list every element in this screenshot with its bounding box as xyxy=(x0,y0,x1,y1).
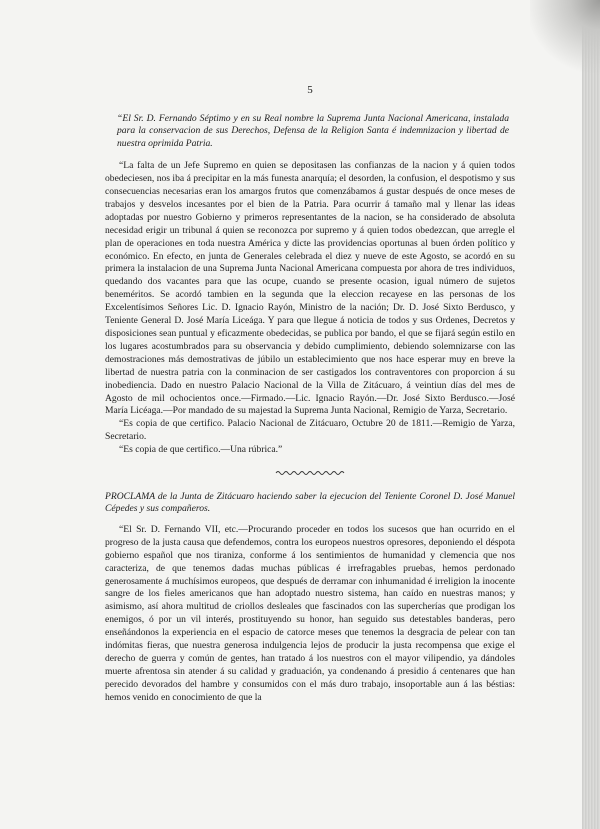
decree-title: “El Sr. D. Fernando Séptimo y en su Real nombre la Suprema Junta Nacional Americana, instalada para la conservacion de sus Derechos, Defensa de la Religion Santa é indemnizacion y libertad de nuestra oprimida Patria. xyxy=(117,113,509,149)
scan-edge-shadow xyxy=(582,0,600,829)
scan-corner-shadow xyxy=(530,0,600,110)
proclama-title: PROCLAMA de la Junta de Zitácuaro haciendo saber la ejecucion del Teniente Coronel D. José Manuel Cépedes y sus compañeros. xyxy=(105,491,515,515)
document-page xyxy=(105,84,515,705)
proclama-body: “El Sr. D. Fernando VII, etc.—Procurando proceder en todos los sucesos que han ocurrido en el progreso de la justa causa que defendemos, contra los europeos nuestros opresores, deponiendo el déspota gobierno español que nos tiraniza, conforme á los sentimientos de humanidad y clemencia que nos caracteriza, de que tenemos dadas muchas públicas é irrefragables pruebas, hemos perdonado generosamente á muchísimos europeos, que después de derramar con inhumanidad é irreligion la inocente sangre de los fieles americanos que han adoptado nuestro sistema, han caído en nuestras manos; y asimismo, así ahora multitud de criollos desleales que fascinados con las supercherías que prodigan los enemigos, ó por un vil interés, prostituyendo su honor, han seguido sus detestables banderas, pero enseñándonos la experiencia en el espacio de catorce meses que tenemos la desgracia de pelear con tan indómitas fieras, que nuestra generosa indulgencia lejos de producir la justa recompensa que exige el derecho de guerra y común de gentes, han tratado á los nuestros con el mayor vilipendio, ya dándoles muerte afrentosa sin atender á su calidad y graduación, ya condenando á presidio á centenares que han perecido devorados del hambre y consumidos con el más duro trabajo, insoportable aun á las béstias: hemos venido en conocimiento de que la xyxy=(105,523,515,703)
decree-certification-1: “Es copia de que certifico. Palacio Nacional de Zitácuaro, Octubre 20 de 1811.—Remigio de Yarza, Secretario. xyxy=(105,418,515,443)
decree-body: “La falta de un Jefe Supremo en quien se depositasen las confianzas de la nacion y á quien todos obedeciesen, nos iba á precipitar en la más funesta anarquía; el desorden, la confusion, el despotismo y sus consecuencias necesarias eran los amargos frutos que comenzábamos á gustar después de once meses de trabajos y desvelos incesantes por el bien de la Patria. Para ocurrir á tamaño mal y llenar las ideas adoptadas por nuestro Gobierno y primeros representantes de la nacion, se ha considerado de absoluta necesidad erigir un tribunal á quien se reconozca por supremo y á quien todos obedezcan, que arregle el plan de operaciones en toda nuestra América y dicte las providencias oportunas al buen órden político y económico. En efecto, en junta de Generales celebrada el diez y nueve de este Agosto, se acordó en su primera la instalacion de una Suprema Junta Nacional Americana compuesta por ahora de tres individuos, quedando dos vacantes para que las ocupe, cuando se presente ocasion, igual número de sujetos beneméritos. Se acordó tambien en la segunda que la eleccion recayese en las personas de los Excelentísimos Señores Lic. D. Ignacio Rayón, Ministro de la nación; Dr. D. José Sixto Berdusco, y Teniente General D. José María Liceága. Y para que llegue á noticia de todos y sus Ordenes, Decretos y disposiciones sean puntual y eficazmente obedecidas, se publica por bando, el que se fijará según estilo en los lugares acostumbrados para su observancia y debido cumplimiento, debiendo solemnizarse con las demostraciones más demostrativas de júbilo un establecimiento que nos hace esperar muy en breve la libertad de nuestra patria con la conminacion de ser castigados los contraventores con proporcion á su inobediencia. Dado en nuestro Palacio Nacional de la Villa de Zitácuaro, á veintiun días del mes de Agosto de mil ochocientos once.—Firmado.—Lic. Ignacio Rayón.—Dr. José Sixto Berdusco.—José María Licéaga.—Por mandado de su majestad la Suprema Junta Nacional, Remigio de Yarza, Secretario. xyxy=(105,160,515,417)
page-number: 5 xyxy=(307,84,313,96)
decree-certification-2: “Es copia de que certifico.—Una rúbrica.” xyxy=(119,444,283,456)
ornamental-divider xyxy=(275,469,345,477)
